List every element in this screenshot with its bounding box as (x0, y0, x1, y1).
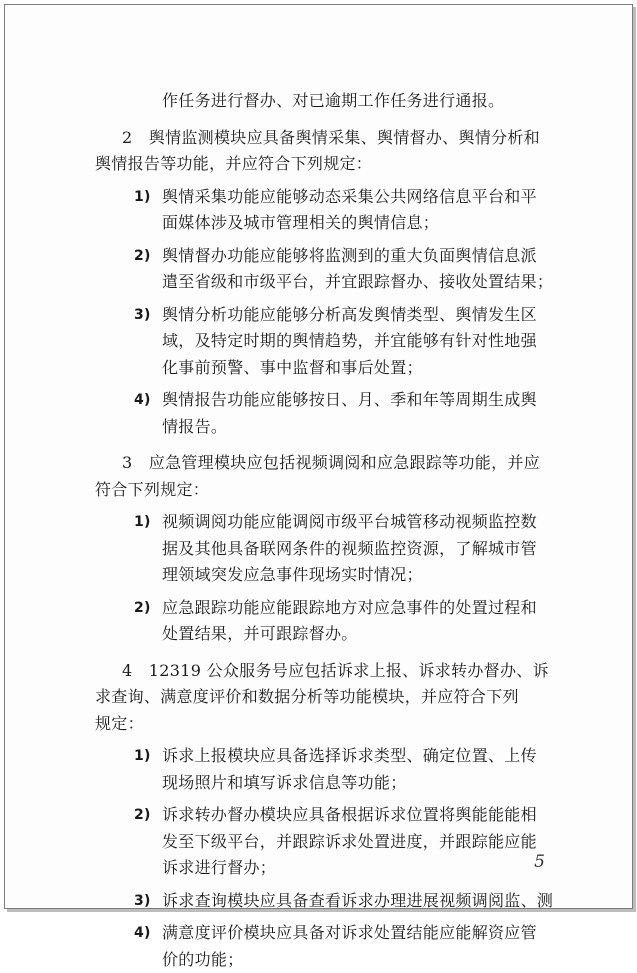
text-line: 2 舆情监测模块应具备舆情采集、舆情督办、舆情分析和 (95, 125, 632, 152)
document-page (4, 4, 633, 909)
paragraph (5, 88, 632, 115)
list-item-number: 4) (134, 920, 151, 947)
text-line: 应急跟踪功能应能跟踪地方对应急事件的处置过程和 (162, 595, 632, 622)
text-line: 舆情督办功能应能够将监测到的重大负面舆情信息派 (162, 243, 632, 270)
text-line: 理领域突发应急事件现场实时情况； (162, 562, 632, 589)
paragraph (5, 125, 632, 178)
text-line: 3 应急管理模块应包括视频调阅和应急跟踪等功能，并应 (95, 450, 632, 477)
text-line: 符合下列规定： (95, 477, 632, 504)
text-line: 据及其他具备联网条件的视频监控资源，了解城市管 (162, 536, 632, 563)
list-item-number: 2) (134, 243, 151, 270)
text-line: 发至下级平台，并跟踪诉求处置进度，并跟踪能应能 (162, 829, 632, 856)
text-line: 舆情报告功能应能够按日、月、季和年等周期生成舆 (162, 387, 632, 414)
page-number: 5 (534, 852, 545, 872)
list-item (5, 387, 632, 440)
text-line: 4 12319 公众服务号应包括诉求上报、诉求转办督办、诉 (95, 658, 632, 685)
list-item (5, 920, 632, 973)
text-line: 满意度评价模块应具备对诉求处置结能应能解资应管 (162, 920, 632, 947)
text-line: 价的功能； (162, 947, 632, 973)
list-item-number: 1) (134, 743, 151, 770)
list-item-number: 1) (134, 509, 151, 536)
list-item (5, 184, 632, 237)
text-line: 诉求上报模块应具备选择诉求类型、确定位置、上传 (162, 743, 632, 770)
list-item (5, 243, 632, 296)
text-line: 域，及特定时期的舆情趋势，并宜能够有针对性地强 (162, 328, 632, 355)
text-line: 作任务进行督办、对已逾期工作任务进行通报。 (162, 88, 632, 115)
text-line: 处置结果，并可跟踪督办。 (162, 621, 632, 648)
list-item-number: 3) (134, 888, 151, 915)
text-line: 规定： (95, 711, 632, 738)
text-line: 化事前预警、事中监督和事后处置； (162, 355, 632, 382)
paragraph (5, 658, 632, 738)
text-line: 视频调阅功能应能调阅市级平台城管移动视频监控数 (162, 509, 632, 536)
text-line: 情报告。 (162, 414, 632, 441)
text-line: 舆情分析功能应能够分析高发舆情类型、舆情发生区 (162, 302, 632, 329)
text-line: 诉求查询模块应具备查看诉求办理进展视频调阅监、测 (162, 888, 632, 915)
paragraph (5, 450, 632, 503)
text-line: 求查询、满意度评价和数据分析等功能模块，并应符合下列 (95, 684, 632, 711)
text-line: 面媒体涉及城市管理相关的舆情信息； (162, 210, 632, 237)
list-item-number: 3) (134, 302, 151, 329)
list-item-number: 1) (134, 184, 151, 211)
text-line: 遣至省级和市级平台，并宜跟踪督办、接收处置结果； (162, 269, 632, 296)
list-item (5, 595, 632, 648)
list-item (5, 509, 632, 589)
list-item (5, 302, 632, 382)
text-line: 诉求进行督办； (162, 855, 632, 882)
text-line: 舆情报告等功能，并应符合下列规定： (95, 151, 632, 178)
list-item (5, 743, 632, 796)
list-item-number: 4) (134, 387, 151, 414)
text-line: 现场照片和填写诉求信息等功能； (162, 770, 632, 797)
text-line: 诉求转办督办模块应具备根据诉求位置将舆能能能相 (162, 802, 632, 829)
list-item-number: 2) (134, 802, 151, 829)
list-item (5, 888, 632, 915)
list-item-number: 2) (134, 595, 151, 622)
text-line: 舆情采集功能应能够动态采集公共网络信息平台和平 (162, 184, 632, 211)
document-body (5, 88, 632, 973)
